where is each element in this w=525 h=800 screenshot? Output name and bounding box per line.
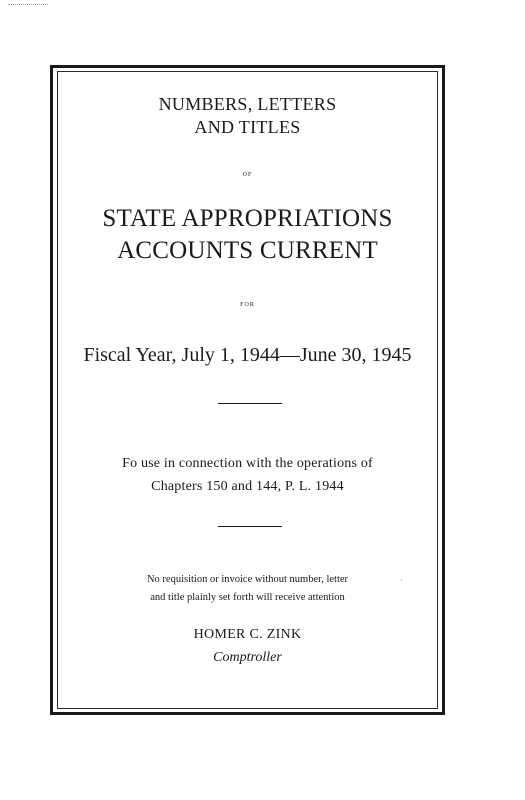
notice-line-1: No requisition or invoice without number, letter [146,574,349,585]
signatory-title: Comptroller [213,650,282,665]
fiscal-year: Fiscal Year, July 1, 1944—June 30, 1945 [83,344,412,366]
ink-speck: · [400,576,403,585]
subject-line-2: ACCOUNTS CURRENT [117,237,378,264]
subject-line-1: STATE APPROPRIATIONS [102,205,393,232]
for-label: FOR [240,302,255,308]
page-border-inner [57,71,438,709]
purpose-line-1: Fo use in connection with the operations of [122,456,373,471]
title-line-1: NUMBERS, LETTERS [158,94,337,114]
of-label: OF [242,172,253,178]
divider-rule-2 [218,526,282,527]
purpose-line-2: Chapters 150 and 144, P. L. 1944 [151,479,344,494]
scan-artifact [8,4,48,5]
divider-rule-1 [218,403,282,404]
title-line-2: AND TITLES [194,117,301,137]
notice-line-2: and title plainly set forth will receive attention [150,592,345,603]
signatory-name: HOMER C. ZINK [193,627,302,642]
